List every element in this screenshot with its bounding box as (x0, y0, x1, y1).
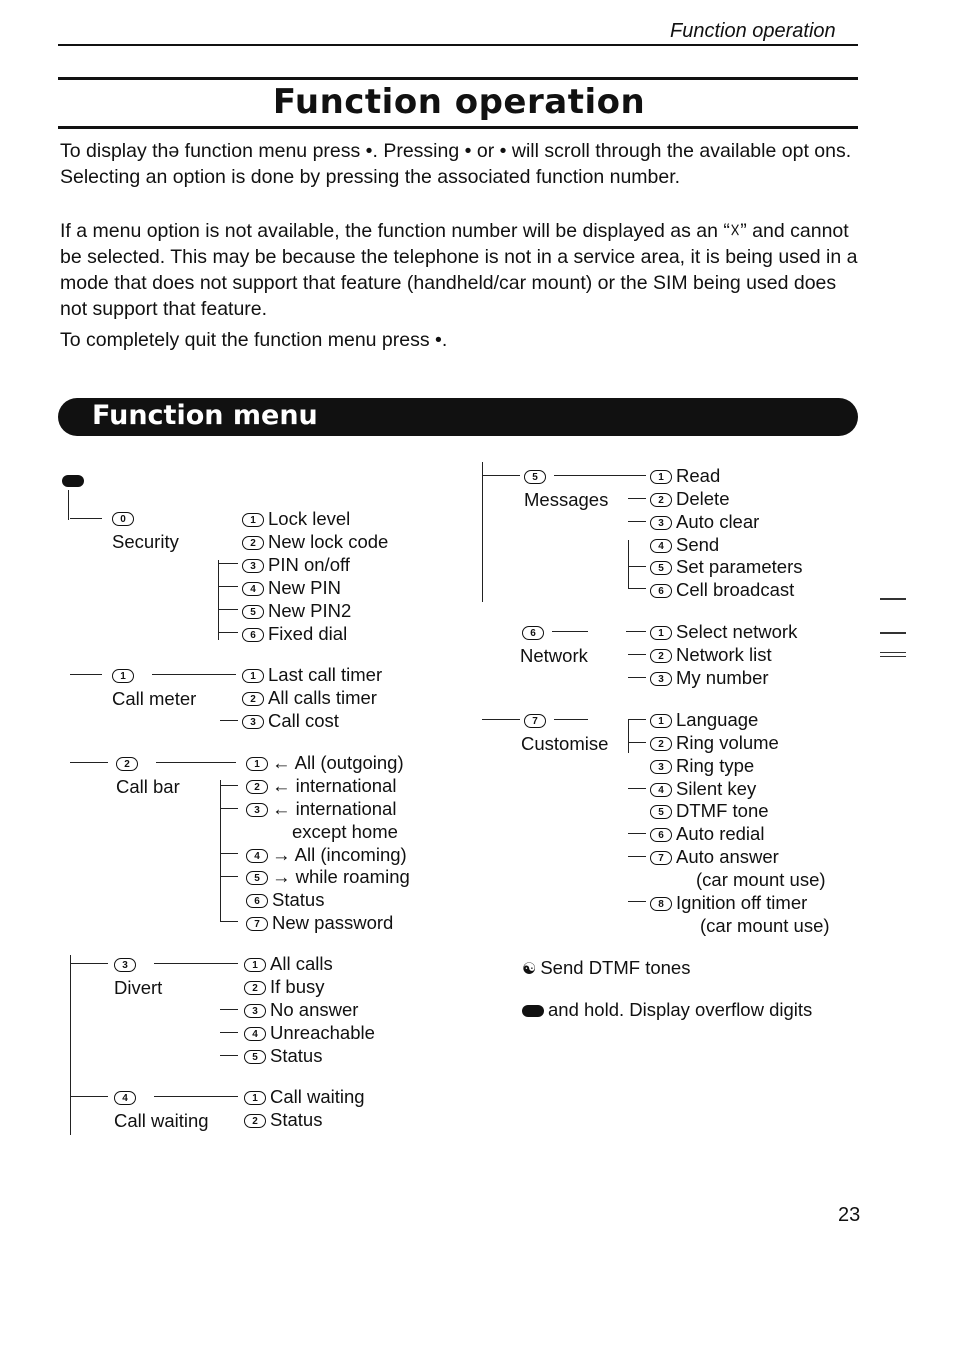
customise-item[interactable]: 4 Silent key (650, 778, 756, 800)
call-meter-item[interactable]: 3 Call cost (242, 710, 339, 732)
divert-item[interactable]: 1 All calls (244, 953, 333, 975)
messages-item[interactable]: 3 Auto clear (650, 511, 759, 533)
customise-item[interactable]: 3 Ring type (650, 755, 754, 777)
customise-item[interactable]: 8 Ignition off timer (650, 892, 807, 914)
messages-label: Messages (524, 489, 609, 510)
security-label: Security (112, 531, 179, 552)
security-item[interactable]: 6 Fixed dial (242, 623, 347, 645)
title-rule-bottom (58, 126, 858, 129)
divert-item[interactable]: 3 No answer (244, 999, 358, 1021)
running-header: Function operation (670, 20, 836, 42)
customise-item[interactable]: 6 Auto redial (650, 823, 764, 845)
divert-item[interactable]: 2 If busy (244, 976, 325, 998)
security-item[interactable]: 2 New lock code (242, 531, 388, 553)
intro-paragraph-2: If a menu option is not available, the function number will be displayed as an “☓” and cannot be selected. This may be because the telephone is not in a service area, it is being used in a mode that does not support that feature (handheld/car mount) or the SIM being used does not support that feature. (60, 220, 858, 320)
call-bar-label: Call bar (116, 776, 180, 797)
security-item[interactable]: 1 Lock level (242, 508, 350, 530)
divert-item[interactable]: 4 Unreachable (244, 1022, 375, 1044)
call-waiting-item[interactable]: 2 Status (244, 1109, 322, 1131)
security-item[interactable]: 4 New PIN (242, 577, 341, 599)
customise-label: Customise (521, 733, 609, 754)
call-bar-item[interactable]: 3 ← international (246, 798, 396, 820)
header-rule (58, 44, 858, 46)
call-meter-item[interactable]: 1 Last call timer (242, 664, 382, 686)
call-bar-item[interactable]: 4 → All (incoming) (246, 844, 407, 866)
title-rule-top (58, 77, 858, 80)
messages-item[interactable]: 4 Send (650, 534, 719, 556)
messages-key-icon: 5 (524, 465, 550, 487)
security-key-icon: 0 (112, 507, 138, 529)
customise-item[interactable]: 7 Auto answer (650, 846, 779, 868)
divert-label: Divert (114, 977, 163, 998)
intro-paragraph-3: To completely quit the function menu press •. (60, 329, 448, 351)
call-waiting-item[interactable]: 1 Call waiting (244, 1086, 365, 1108)
banner-title: Function menu (92, 400, 318, 431)
call-meter-key-icon: 1 (112, 664, 138, 686)
call-bar-item[interactable]: 7 New password (246, 912, 393, 934)
security-item[interactable]: 3 PIN on/off (242, 554, 350, 576)
send-dtmf-note: ☯ Send DTMF tones (522, 957, 691, 978)
messages-item[interactable]: 6 Cell broadcast (650, 579, 794, 601)
call-meter-item[interactable]: 2 All calls timer (242, 687, 377, 709)
call-waiting-label: Call waiting (114, 1110, 209, 1131)
messages-item[interactable]: 1 Read (650, 465, 720, 487)
network-key-icon: 6 (522, 621, 548, 643)
network-label: Network (520, 645, 588, 666)
customise-item-note: (car mount use) (696, 869, 826, 890)
customise-item[interactable]: 1 Language (650, 709, 758, 731)
call-meter-label: Call meter (112, 688, 197, 709)
call-bar-item[interactable]: 1 ← All (outgoing) (246, 752, 404, 774)
call-bar-key-icon: 2 (116, 752, 142, 774)
call-bar-item[interactable]: 6 Status (246, 889, 324, 911)
network-item[interactable]: 1 Select network (650, 621, 797, 643)
call-waiting-key-icon: 4 (114, 1086, 140, 1108)
intro-paragraph-1: To display thə function menu press •. Pressing • or • will scroll through the available opt ons. Selecting an option is done by pressing the associated function number. (60, 140, 852, 188)
hold-overflow-note: and hold. Display overflow digits (522, 999, 812, 1021)
function-menu-banner (58, 398, 858, 436)
customise-item[interactable]: 2 Ring volume (650, 732, 779, 754)
network-item[interactable]: 3 My number (650, 667, 769, 689)
page-number: 23 (838, 1204, 861, 1226)
customise-item[interactable]: 5 DTMF tone (650, 800, 769, 822)
menu-key-icon (62, 472, 88, 490)
call-bar-item-continued: except home (292, 821, 398, 842)
call-bar-item[interactable]: 5 → while roaming (246, 866, 410, 888)
divert-key-icon: 3 (114, 953, 140, 975)
customise-key-icon: 7 (524, 709, 550, 731)
messages-item[interactable]: 5 Set parameters (650, 556, 802, 578)
messages-item[interactable]: 2 Delete (650, 488, 729, 510)
network-item[interactable]: 2 Network list (650, 644, 772, 666)
security-item[interactable]: 5 New PIN2 (242, 600, 351, 622)
call-bar-item[interactable]: 2 ← international (246, 775, 396, 797)
customise-item-note: (car mount use) (700, 915, 830, 936)
page-title: Function operation (272, 82, 646, 122)
divert-item[interactable]: 5 Status (244, 1045, 322, 1067)
